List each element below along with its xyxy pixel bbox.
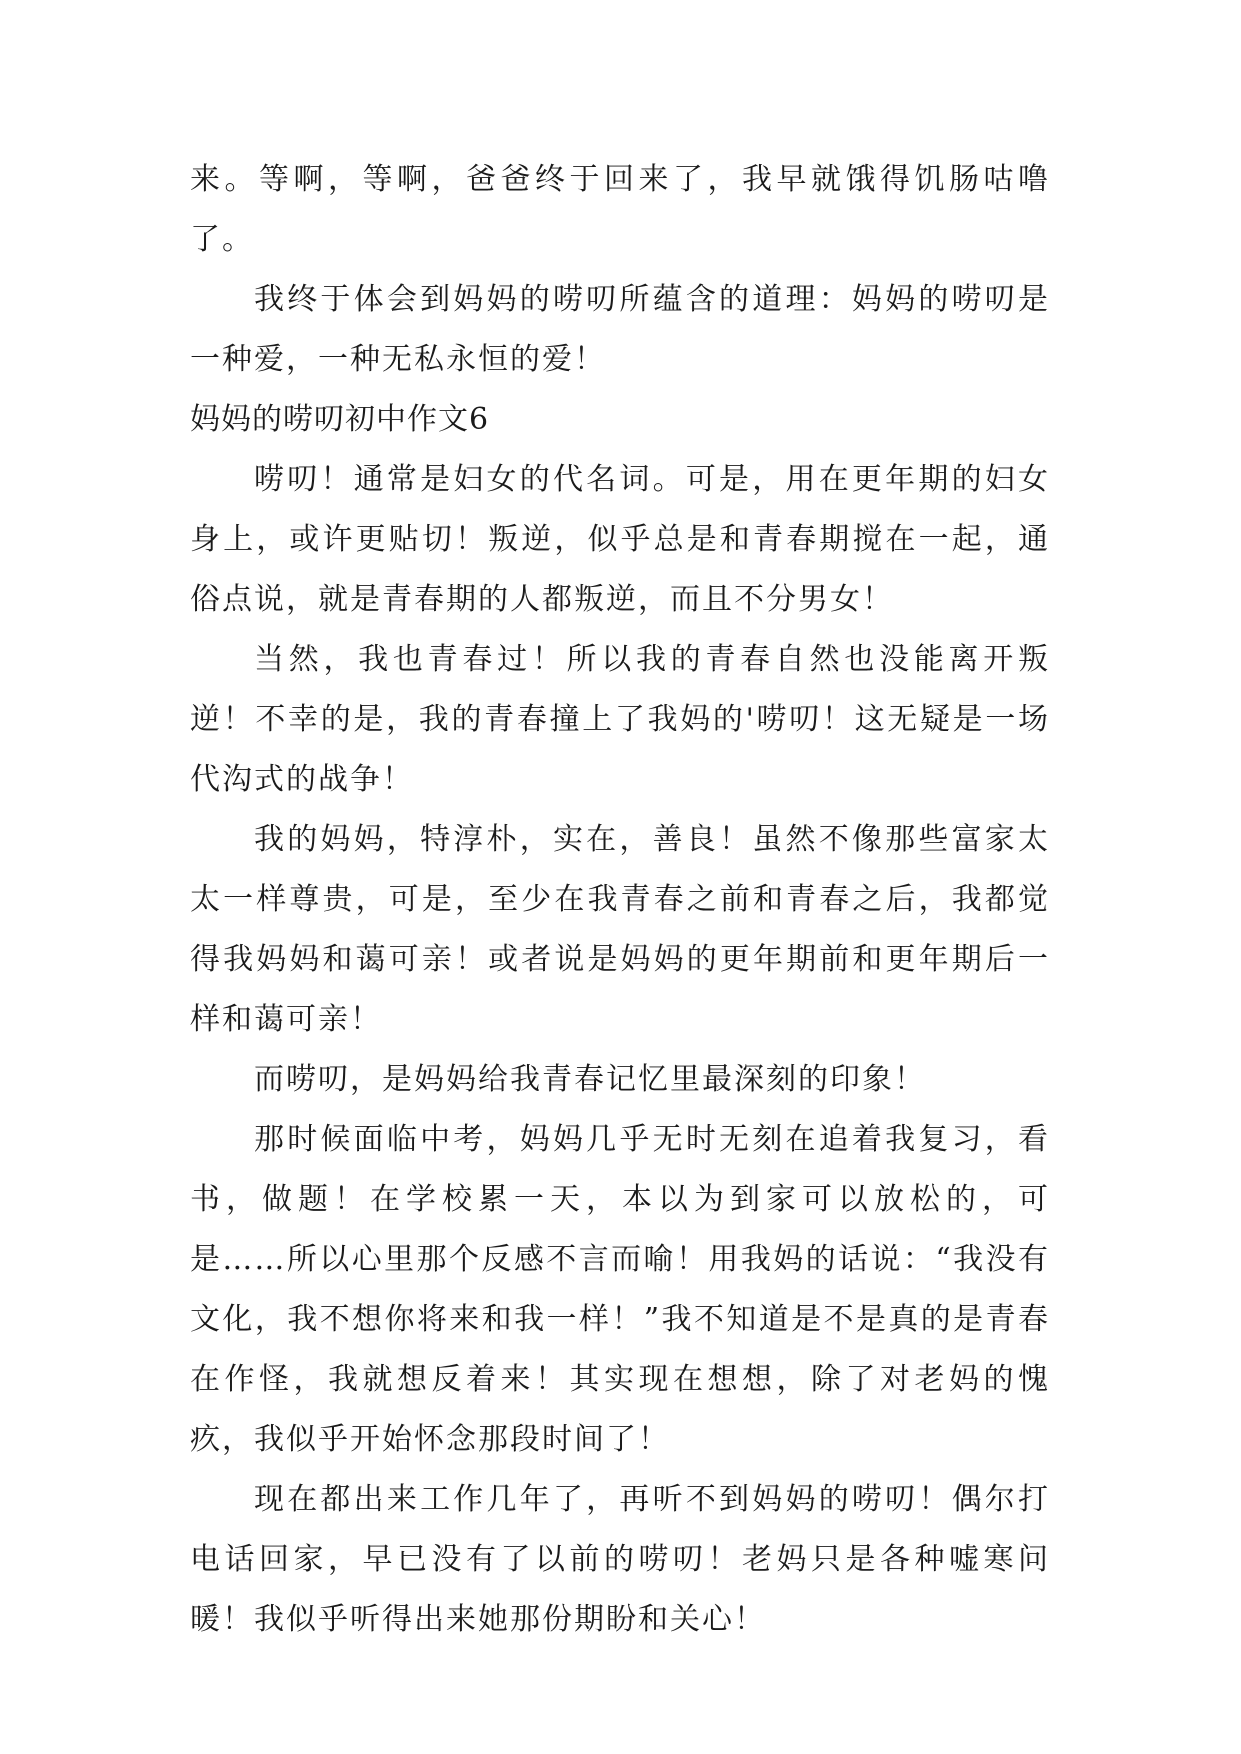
paragraph-conclusion: 我终于体会到妈妈的唠叨所蕴含的道理：妈妈的唠叨是一种爱，一种无私永恒的爱！ — [190, 282, 1050, 377]
essay-title: 妈妈的唠叨初中作文6 — [190, 402, 490, 437]
paragraph: 唠叨！通常是妇女的代名词。可是，用在更年期的妇女身上，或许更贴切！叛逆，似乎总是和青春期搅在一起，通俗点说，就是青春期的人都叛逆，而且不分男女！ — [190, 462, 1050, 617]
document-page — [190, 150, 1050, 1650]
paragraph: 我的妈妈，特淳朴，实在，善良！虽然不像那些富家太太一样尊贵，可是，至少在我青春之前和青春之后，我都觉得我妈妈和蔼可亲！或者说是妈妈的更年期前和更年期后一样和蔼可亲！ — [190, 822, 1050, 1037]
paragraph: 现在都出来工作几年了，再听不到妈妈的唠叨！偶尔打电话回家，早已没有了以前的唠叨！老妈只是各种嘘寒问暖！我似乎听得出来她那份期盼和关心！ — [190, 1482, 1050, 1637]
paragraph: 而唠叨，是妈妈给我青春记忆里最深刻的印象！ — [254, 1062, 926, 1097]
paragraph-continuation: 来。等啊，等啊，爸爸终于回来了，我早就饿得饥肠咕噜了。 — [190, 162, 1050, 257]
paragraph: 那时候面临中考，妈妈几乎无时无刻在追着我复习，看书，做题！在学校累一天，本以为到家可以放松的，可是……所以心里那个反感不言而喻！用我妈的话说：“我没有文化，我不想你将来和我一样！”我不知道是不是真的是青春在作怪，我就想反着来！其实现在想想，除了对老妈的愧疚，我似乎开始怀念那段时间了！ — [190, 1122, 1050, 1457]
paragraph: 当然，我也青春过！所以我的青春自然也没能离开叛逆！不幸的是，我的青春撞上了我妈的'唠叨！这无疑是一场代沟式的战争！ — [190, 642, 1050, 797]
